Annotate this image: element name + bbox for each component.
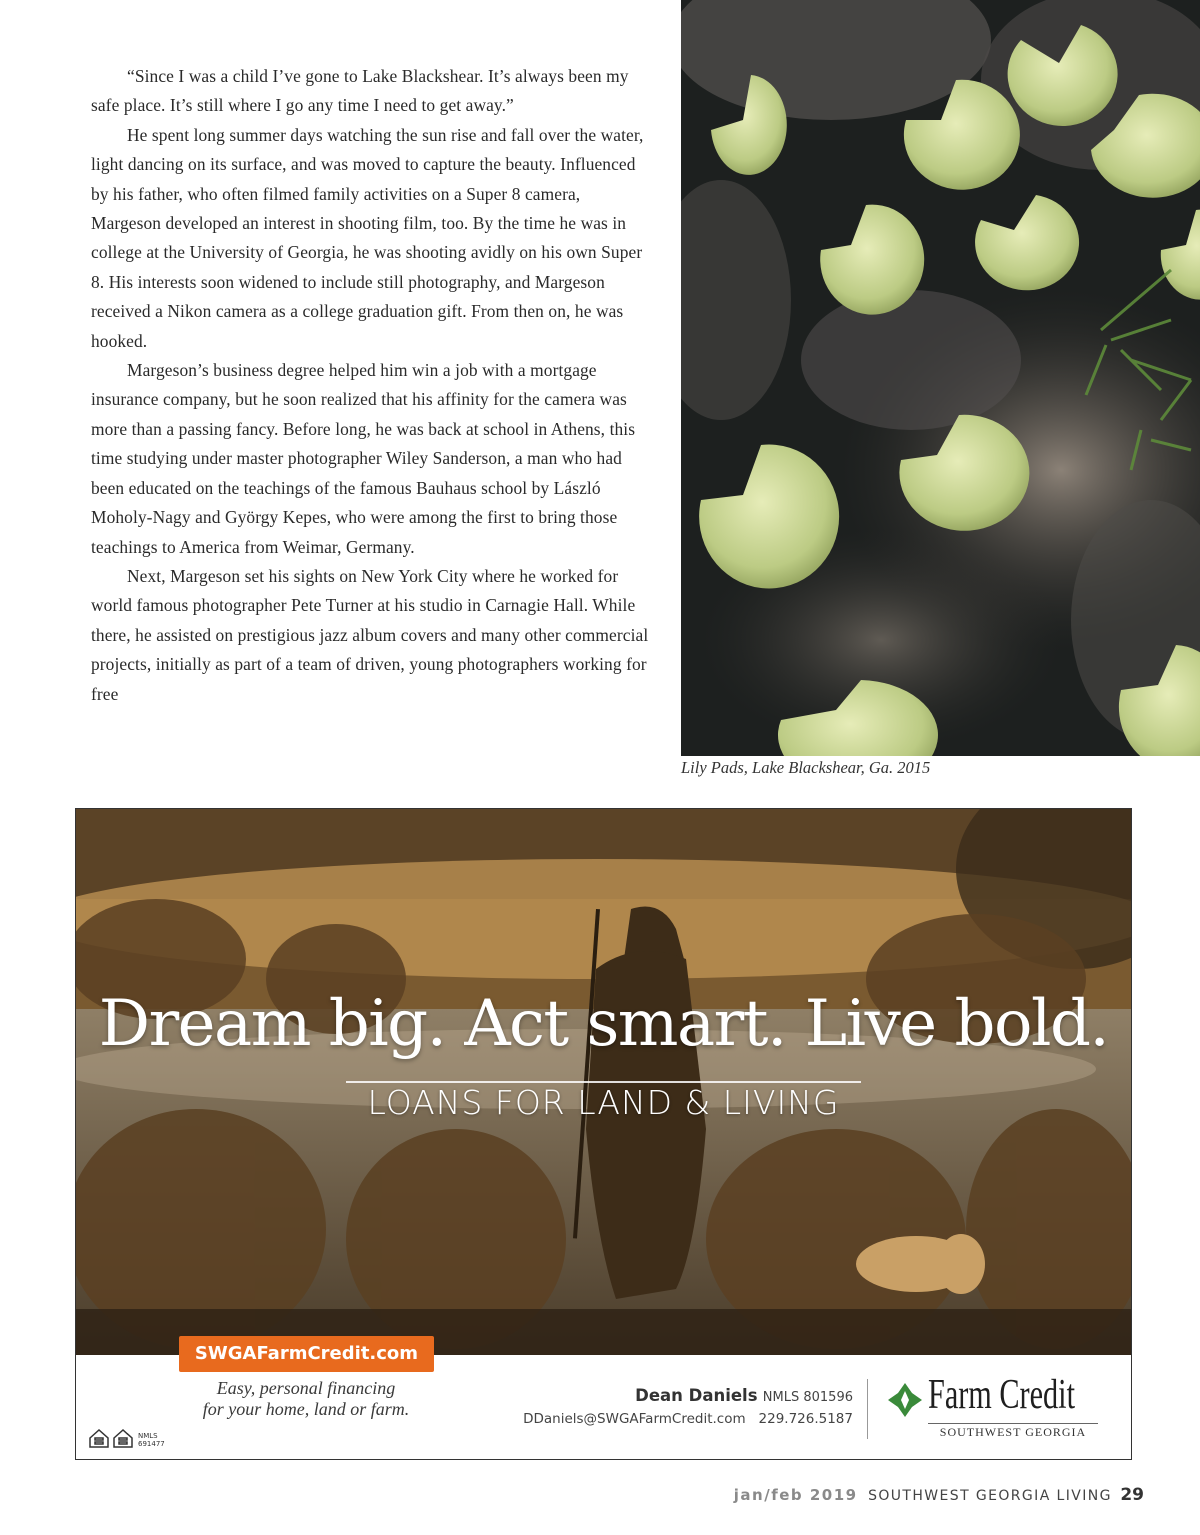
article-paragraph: He spent long summer days watching the sun rise and fall over the water, light dancing on its surface, and was moved to capture the beauty. Influenced by his father, who often filmed family activities on a Super 8 camera, Margeson developed an interest in shooting film, too. By the time he was in college at the University of Georgia, he was shooting avidly on his own Super 8. His interests soon widened to include still photography, and Margeson received a Nikon camera as a college graduation gift. From then on, he was hooked. — [91, 124, 644, 351]
lender-nmls-number: 691477 — [138, 1440, 165, 1448]
lily-pads-photo — [681, 0, 1200, 756]
tagline-line: for your home, land or farm. — [202, 1399, 410, 1419]
brand-region: SOUTHWEST GEORGIA — [939, 1425, 1087, 1439]
magazine-name: SOUTHWEST GEORGIA LIVING — [868, 1488, 1112, 1504]
ad-subhead: LOANS FOR LAND & LIVING — [367, 1083, 840, 1122]
contact-name-line — [436, 1386, 853, 1405]
article-text — [91, 62, 651, 709]
page-number: 29 — [1120, 1485, 1144, 1505]
farm-credit-advertisement — [75, 808, 1132, 1460]
photo-caption: Lily Pads, Lake Blackshear, Ga. 2015 — [681, 758, 931, 777]
lily-pads-illustration — [681, 0, 1200, 756]
article-paragraph: Margeson’s business degree helped him win a job with a mortgage insurance company, but he soon realized that his affinity for the camera was more than a passing fancy. Before long, he was back at school in Athens, this time studying under master photographer Wiley Sanderson, a man who had been educated on the teachings of the famous Bauhaus school by László Moholy-Nagy and György Kepes, who were among the first to bring those teachings to America from Weimar, Germany. — [91, 360, 636, 557]
brand-rule — [928, 1423, 1098, 1424]
contact-email[interactable]: DDaniels@SWGAFarmCredit.com — [523, 1411, 746, 1427]
contact-divider — [867, 1379, 868, 1439]
page-footer — [734, 1485, 1144, 1505]
lender-nmls-label: NMLS — [138, 1432, 158, 1440]
ad-tagline — [171, 1378, 441, 1420]
contact-nmls: NMLS 801596 — [762, 1390, 853, 1405]
article-paragraph: “Since I was a child I’ve gone to Lake Blackshear. It’s always been my safe place. It’s still where I go any time I need to get away.” — [91, 66, 629, 116]
brand-name: Farm Credit — [928, 1372, 1075, 1418]
farm-credit-logo — [886, 1372, 1101, 1439]
contact-name: Dean Daniels — [635, 1386, 758, 1405]
farm-credit-diamond-icon — [886, 1381, 924, 1419]
article-paragraph: Next, Margeson set his sights on New York City where he worked for world famous photographer Pete Turner at his studio in Carnagie Hall. While there, he assisted on prestigious jazz album covers and many other commercial projects, initially as part of a team of driven, young photographers working for free — [91, 565, 649, 704]
contact-phone[interactable]: 229.726.5187 — [758, 1411, 853, 1427]
ad-headline: Dream big. Act smart. Live bold. — [98, 987, 1109, 1061]
tagline-line: Easy, personal financing — [216, 1378, 396, 1398]
contact-details — [406, 1411, 853, 1427]
issue-date: jan/feb 2019 — [733, 1486, 858, 1504]
equal-housing-lender-icon — [88, 1427, 198, 1451]
website-link[interactable]: SWGAFarmCredit.com — [179, 1336, 434, 1372]
